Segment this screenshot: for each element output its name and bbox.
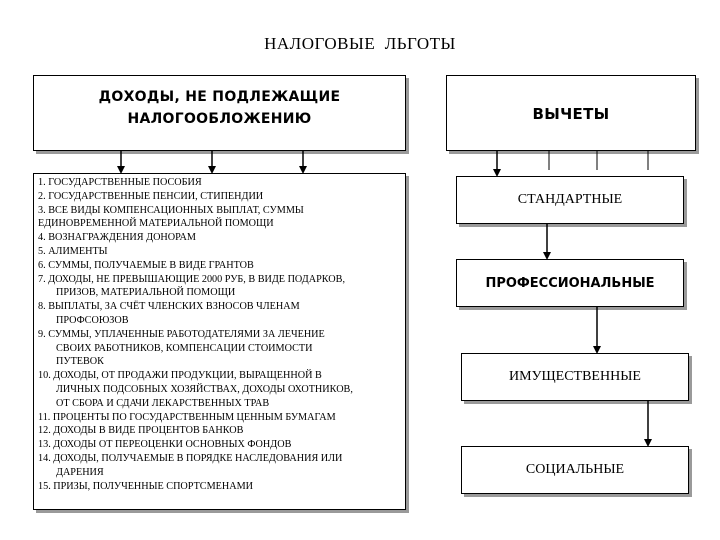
income-item-continuation: ПРИЗОВ, МАТЕРИАЛЬНОЙ ПОМОЩИ	[56, 287, 236, 299]
deduction-professional: ПРОФЕССИОНАЛЬНЫЕ	[456, 259, 684, 307]
income-header-box	[33, 75, 406, 151]
deduction-social: СОЦИАЛЬНЫЕ	[461, 446, 689, 494]
income-list-item	[38, 231, 401, 245]
income-list-item	[38, 438, 401, 452]
income-list-item	[38, 190, 401, 204]
income-item-number: 4.	[38, 232, 46, 244]
income-item-number: 11.	[38, 411, 51, 423]
income-header-line2: НАЛОГООБЛОЖЕНИЮ	[127, 111, 312, 127]
income-list-item	[38, 480, 401, 494]
income-list-box	[33, 173, 406, 510]
income-item-text: АЛИМЕНТЫ	[48, 245, 108, 257]
income-item-continuation: ОТ СБОРА И СДАЧИ ЛЕКАРСТВЕННЫХ ТРАВ	[56, 397, 270, 409]
income-item-text: СУММЫ, ПОЛУЧАЕМЫЕ В ВИДЕ ГРАНТОВ	[48, 259, 254, 271]
income-item-continuation: СВОИХ РАБОТНИКОВ, КОМПЕНСАЦИИ СТОИМОСТИ	[56, 342, 313, 354]
income-item-number: 1.	[38, 177, 46, 188]
income-item-number: 10.	[38, 370, 51, 382]
income-item-continuation: ЛИЧНЫХ ПОДСОБНЫХ ХОЗЯЙСТВАХ, ДОХОДЫ ОХОТНИКОВ,	[56, 383, 353, 395]
income-list-item	[38, 328, 401, 369]
income-header-line1: ДОХОДЫ, НЕ ПОДЛЕЖАЩИЕ	[98, 89, 341, 105]
income-item-number: 3.	[38, 204, 46, 216]
income-list-item	[38, 452, 401, 480]
deductions-header-box	[446, 75, 696, 151]
income-item-continuation: ПРОФСОЮЗОВ	[56, 314, 129, 326]
income-item-text: ГОСУДАРСТВЕННЫЕ ПОСОБИЯ	[48, 177, 202, 188]
income-item-text: ГОСУДАРСТВЕННЫЕ ПЕНСИИ, СТИПЕНДИИ	[48, 190, 264, 202]
income-item-text: ДОХОДЫ ОТ ПЕРЕОЦЕНКИ ОСНОВНЫХ ФОНДОВ	[53, 439, 292, 451]
income-item-text: ПРОЦЕНТЫ ПО ГОСУДАРСТВЕННЫМ ЦЕННЫМ БУМАГАМ	[52, 411, 336, 423]
income-list-item	[38, 176, 401, 190]
income-item-number: 9.	[38, 328, 46, 340]
income-list-item	[38, 411, 401, 425]
income-item-number: 14.	[38, 452, 51, 464]
income-item-text: ВСЕ ВИДЫ КОМПЕНСАЦИОННЫХ ВЫПЛАТ, СУММЫ	[48, 204, 304, 216]
income-item-continuation: ПУТЕВОК	[56, 356, 104, 368]
income-list-item	[38, 273, 401, 301]
income-item-continuation: ДАРЕНИЯ	[56, 466, 104, 478]
income-item-number: 13.	[38, 439, 51, 451]
income-item-text: ДОХОДЫ В ВИДЕ ПРОЦЕНТОВ БАНКОВ	[53, 425, 244, 437]
deduction-property: ИМУЩЕСТВЕННЫЕ	[461, 353, 689, 401]
income-item-number: 12.	[38, 425, 51, 437]
income-item-text: ВЫПЛАТЫ, ЗА СЧЁТ ЧЛЕНСКИХ ВЗНОСОВ ЧЛЕНАМ	[48, 301, 300, 313]
income-item-number: 15.	[38, 480, 51, 492]
income-item-number: 8.	[38, 301, 46, 313]
income-item-number: 2.	[38, 190, 46, 202]
income-item-number: 6.	[38, 259, 46, 271]
diagram-title: НАЛОГОВЫЕ ЛЬГОТЫ	[264, 34, 456, 53]
income-item-text: ДОХОДЫ, ПОЛУЧАЕМЫЕ В ПОРЯДКЕ НАСЛЕДОВАНИЯ ИЛИ	[53, 452, 343, 464]
income-item-text: СУММЫ, УПЛАЧЕННЫЕ РАБОТОДАТЕЛЯМИ ЗА ЛЕЧЕНИЕ	[48, 328, 325, 340]
income-item-text: ВОЗНАГРАЖДЕНИЯ ДОНОРАМ	[48, 232, 196, 244]
deductions-header: ВЫЧЕТЫ	[532, 105, 610, 123]
income-item-continuation: ЕДИНОВРЕМЕННОЙ МАТЕРИАЛЬНОЙ ПОМОЩИ	[38, 218, 274, 230]
income-list-item	[38, 424, 401, 438]
income-list-item	[38, 245, 401, 259]
income-list-item	[38, 204, 401, 232]
income-list	[34, 174, 405, 493]
income-list-item	[38, 369, 401, 410]
income-item-text: ДОХОДЫ, ОТ ПРОДАЖИ ПРОДУКЦИИ, ВЫРАЩЕННОЙ В	[53, 370, 322, 382]
deduction-standard: СТАНДАРТНЫЕ	[456, 176, 684, 224]
income-list-item	[38, 259, 401, 273]
income-item-text: ПРИЗЫ, ПОЛУЧЕННЫЕ СПОРТСМЕНАМИ	[53, 480, 254, 492]
income-list-item	[38, 300, 401, 328]
income-item-text: ДОХОДЫ, НЕ ПРЕВЫШАЮЩИЕ 2000 РУБ, В ВИДЕ ПОДАРКОВ,	[48, 273, 345, 285]
income-item-number: 7.	[38, 273, 46, 285]
income-item-number: 5.	[38, 245, 46, 257]
